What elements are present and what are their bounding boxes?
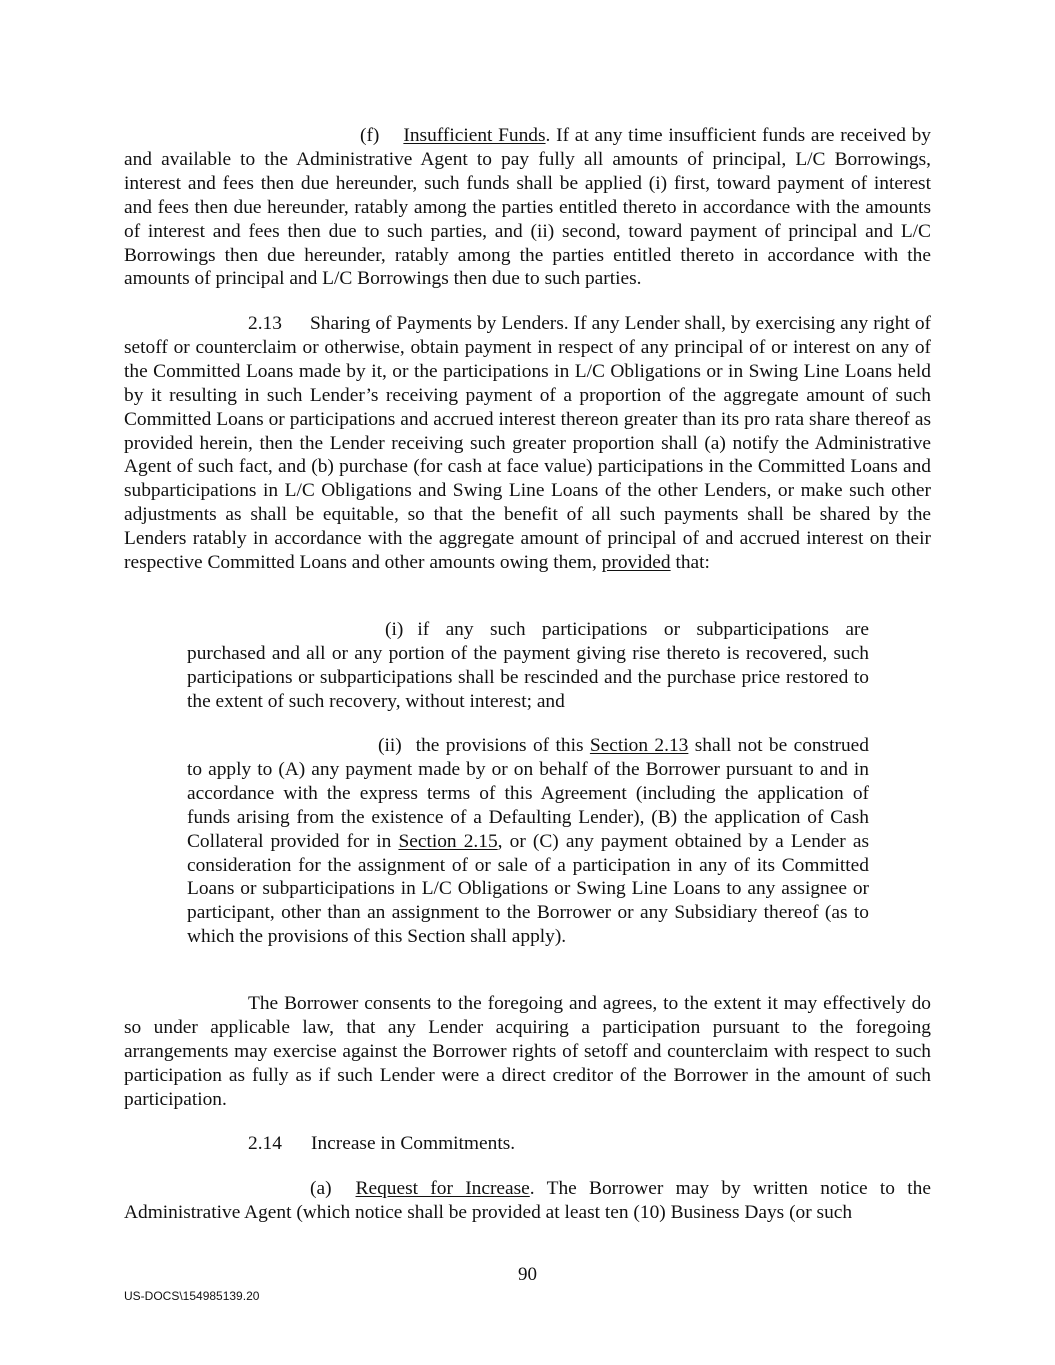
clause-title: Insufficient Funds (403, 125, 546, 146)
subclause-label: (ii) (378, 735, 402, 756)
heading-section-2-14 (248, 1132, 515, 1156)
section-number: 2.14 (248, 1133, 282, 1154)
section-2-13-link[interactable]: Section 2.13 (589, 735, 689, 756)
subclause-text-c: , or (C) any payment obtained by a Lender as consideration for the assignment of or sale of a participation in any of its Committed Loans or subparticipations in L/C Obligations or Swing Line Loans to any assignee or participant, other than an assignment to the Borrower or any Subsidiary thereof (as to which the provisions of this Section shall apply). (187, 830, 869, 948)
section-title: Increase in Commitments. (311, 1133, 516, 1154)
subclause-ii (187, 734, 869, 949)
section-text: If any Lender shall, by exercising any right of setoff or counterclaim or otherwise, obtain payment in respect of any principal of or interest on any of the Committed Loans made by it, or the participations in L/C Obligations or in Swing Line Loans held by it resulting in such Lender’s receiving payment of a proportion of the aggregate amount of such Committed Loans or participations and accrued interest thereon greater than its pro rata share thereof as provided herein, then the Lender receiving such greater proportion shall (a) notify the Administrative Agent of such fact, and (b) purchase (for cash at face value) participations in the Committed Loans and subparticipations in L/C Obligations and Swing Line Loans of the other Lenders, or make such other adjustments as shall be equitable, so that the benefit of all such payments shall be shared by the Lenders ratably in accordance with the aggregate amount of principal of and accrued interest on their respective Committed Loans and other amounts owing them, (124, 313, 931, 574)
subclause-text: if any such participations or subparticipations are purchased and all or any portion of the payment giving rise thereto is recovered, such participations or subparticipations shall be rescinded and the purchase price restored to the extent of such recovery, without interest; and (187, 619, 869, 712)
clause-label: (f) (360, 125, 380, 146)
clause-label: (a) (310, 1178, 332, 1199)
document-id: US-DOCS\154985139.20 (124, 1289, 260, 1303)
section-2-15-link[interactable]: Section 2.15 (398, 830, 498, 852)
consent-text: The Borrower consents to the foregoing and agrees, to the extent it may effectively do so under applicable law, that any Lender acquiring a participation pursuant to the foregoing arrangements may exercise against the Borrower rights of setoff and counterclaim with respect to such participation as fully as if such Lender were a direct creditor of the Borrower in the amount of such participation. (124, 993, 931, 1110)
paragraph-insufficient-funds: (f) Insufficient Funds. If at any time insufficient funds are received by and available to the Administrative Agent to pay fully all amounts of principal, L/C Borrowings, interest and fees then due hereunder, such funds shall be applied (i) first, toward payment of interest and fees then due hereunder, ratably among the parties entitled thereto in accordance with the amounts of interest and fees then due to such parties, and (ii) second, toward payment of principal and L/C Borrowings then due hereunder, ratably among the parties entitled thereto in accordance with the amounts of principal and L/C Borrowings then due to such parties. (124, 125, 931, 290)
clause-text: If at any time insufficient funds are received by and available to the Administrative Agent to pay fully all amounts of principal, L/C Borrowings, interest and fees then due hereunder, such funds shall be applied (i) first, toward payment of interest and fees then due hereunder, ratably among the parties entitled thereto in accordance with the amounts of interest and fees then due to such parties, and (ii) second, toward payment of principal and L/C Borrowings then due hereunder, ratably among the parties entitled thereto in accordance with the amounts of principal and L/C Borrowings then due to such parties. (124, 125, 931, 290)
page-number: 90 (518, 1264, 537, 1285)
subclause-text-b: shall not be construed to apply to (A) any payment made by or on behalf of the Borrower pursuant to and in accordance with the express terms of this Agreement (including the application of funds arising from the existence of a Defaulting Lender), (B) the application of Cash Collateral provided for in (187, 735, 869, 852)
paragraph-request-for-increase (124, 1177, 931, 1225)
provided-term: provided (601, 552, 671, 574)
section-title: Sharing of Payments by Lenders. (310, 313, 569, 334)
provided-tail: that: (670, 552, 710, 574)
subclause-label: (i) (385, 619, 404, 640)
section-number: 2.13 (248, 313, 282, 334)
subclause-text-a: the provisions of this (415, 735, 590, 756)
clause-text: . The Borrower may by written notice to the Administrative Agent (which notice shall be provided at least ten (10) Business Days (or such (124, 1178, 931, 1223)
paragraph-borrower-consent (124, 992, 931, 1112)
clause-title: Request for Increase (355, 1178, 530, 1199)
subclause-i (187, 618, 869, 714)
paragraph-section-2-13 (124, 312, 931, 575)
